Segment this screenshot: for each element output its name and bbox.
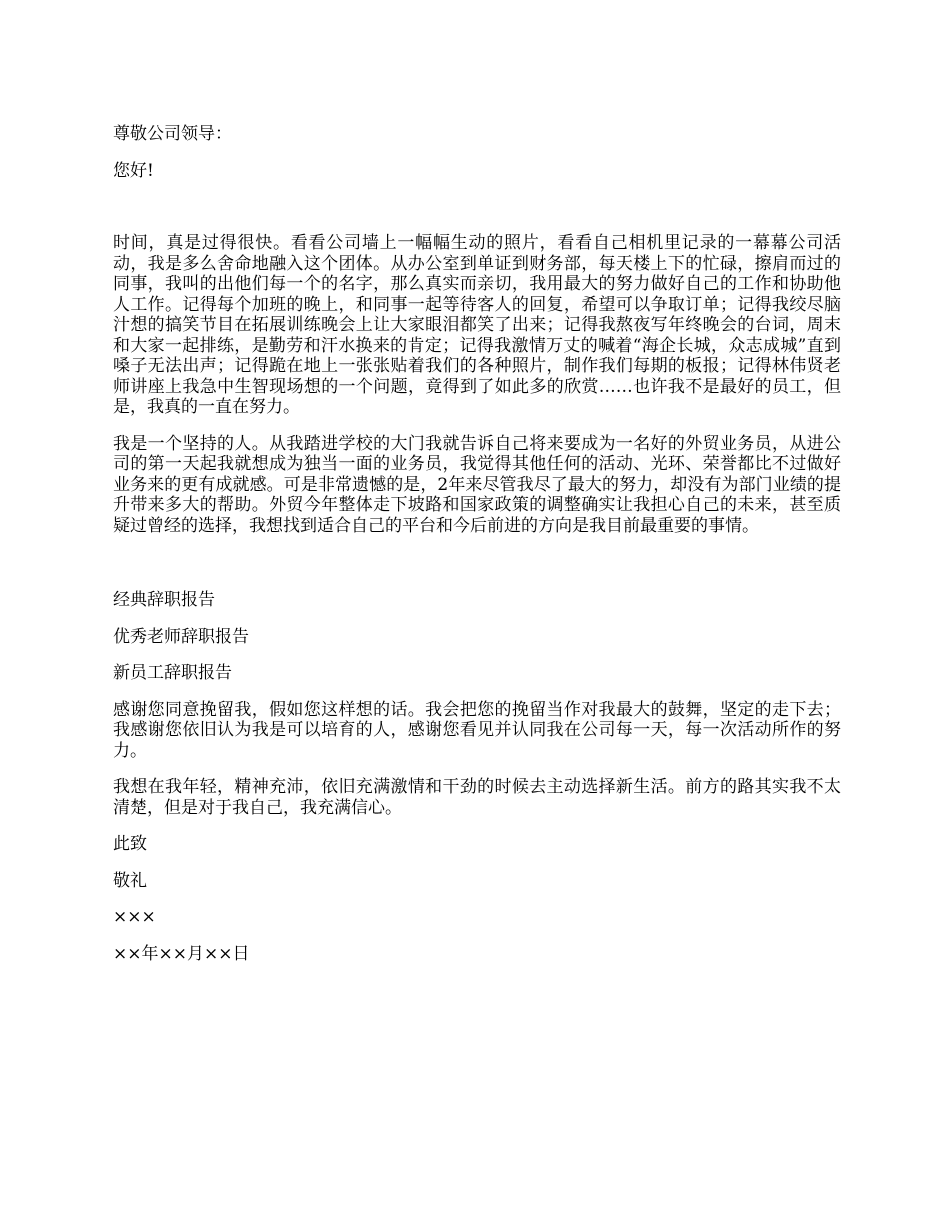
related-link-teacher-resignation[interactable]: 优秀老师辞职报告 xyxy=(113,626,249,647)
related-link-new-employee-resignation[interactable]: 新员工辞职报告 xyxy=(113,663,232,683)
body-paragraph: 感谢您同意挽留我，假如您这样想的话。我会把您的挽留当作对我最大的鼓舞，坚定的走下去；我感谢您依旧认为我是可以培育的人，感谢您看见并认同我在公司每一天，每一次活动所作的努力。 xyxy=(113,699,841,761)
body-paragraph: 我是一个坚持的人。从我踏进学校的大门我就告诉自己将来要成为一名好的外贸业务员，从进公司的第一天起我就想成为独当一面的业务员，我觉得其他任何的活动、光环、荣誉都比不过做好业务来的更有成就感。可是非常遗憾的是，2年来尽管我尽了最大的努力，却没有为部门业绩的提升带来多大的帮助。外贸今年整体走下坡路和国家政策的调整确实让我担心自己的未来，甚至质疑过曾经的选择，我想找到适合自己的平台和今后前进的方向是我目前最重要的事情。 xyxy=(113,433,841,536)
salutation: 尊敬公司领导： xyxy=(113,124,232,144)
related-link-classic-resignation[interactable]: 经典辞职报告 xyxy=(113,590,215,610)
greeting: 您好! xyxy=(113,160,154,181)
spacer xyxy=(113,197,841,233)
spacer xyxy=(113,552,841,590)
closing-line: 此致 xyxy=(113,834,147,854)
date-line: ××年××月××日 xyxy=(113,943,250,964)
body-paragraph: 时间，真是过得很快。看看公司墙上一幅幅生动的照片，看看自己相机里记录的一幕幕公司活动，我是多么舍命地融入这个团体。从办公室到单证到财务部，每天楼上下的忙碌，擦肩而过的同事，我叫的出他们每一个的名字，那么真实而亲切，我用最大的努力做好自己的工作和协助他人工作。记得每个加班的晚上，和同事一起等待客人的回复，希望可以争取订单；记得我绞尽脑汁想的搞笑节目在拓展训练晚会上让大家眼泪都笑了出来；记得我熬夜写年终晚会的台词，周末和大家一起排练，是勤劳和汗水换来的肯定；记得我激情万丈的喊着“海企长城，众志成城”直到嗓子无法出声；记得跪在地上一张张贴着我们的各种照片，制作我们每期的板报；记得林伟贤老师讲座上我急中生智现场想的一个问题，竟得到了如此多的欣赏……也许我不是最好的员工，但是，我真的一直在努力。 xyxy=(113,233,841,417)
closing-regards: 敬礼 xyxy=(113,870,147,891)
body-paragraph: 我想在我年轻，精神充沛，依旧充满激情和干劲的时候去主动选择新生活。前方的路其实我不太清楚，但是对于我自己，我充满信心。 xyxy=(113,777,841,818)
letter-body xyxy=(113,124,841,980)
signature: ××× xyxy=(113,907,156,927)
